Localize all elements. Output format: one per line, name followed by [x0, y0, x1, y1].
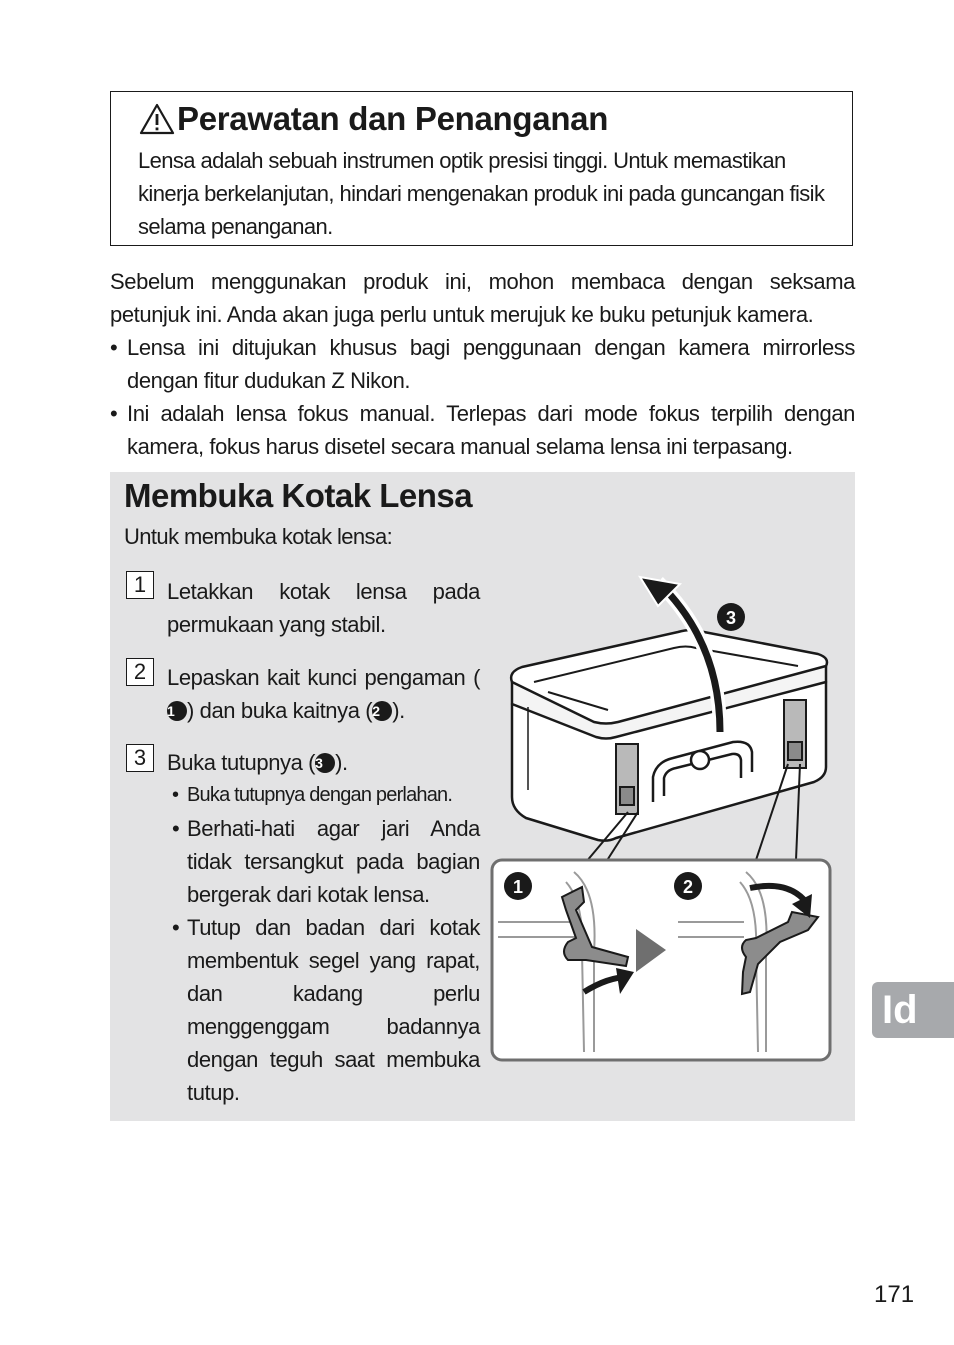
list-item [110, 397, 855, 463]
svg-text:2: 2 [682, 877, 694, 897]
intro-paragraph: Sebelum menggunakan produk ini, mohon membaca dengan seksama petunjuk ini. Anda akan juga perlu untuk merujuk ke buku petunjuk kamera. [110, 269, 855, 327]
callout-3-marker [717, 603, 745, 631]
callout-1-ref: 1 [167, 701, 187, 721]
caution-box [110, 91, 853, 246]
list-item [172, 812, 480, 911]
step-number-3: 3 [126, 744, 154, 772]
case-body [511, 630, 827, 841]
section-subtitle: Untuk membuka kotak lensa: [124, 524, 393, 549]
step-1-text: Letakkan kotak lensa pada permukaan yang stabil. [167, 579, 480, 637]
intro-bullets [110, 331, 855, 463]
lens-case-illustration [488, 572, 838, 1067]
list-item [172, 911, 480, 1109]
page-number: 171 [874, 1281, 915, 1308]
opening-case-panel [110, 472, 855, 1121]
list-item [172, 779, 480, 812]
caution-title [139, 100, 608, 138]
bullet-text: Lensa ini ditujukan khusus bagi penggunaan dengan kamera mirrorless dengan fitur dudukan Z Nikon. [127, 335, 855, 393]
caution-title-text: Perawatan dan Penanganan [177, 100, 609, 137]
warning-icon [139, 103, 175, 135]
latch-right [784, 700, 806, 768]
latch-left [616, 744, 638, 814]
bullet-mark: • [172, 816, 180, 841]
bullet-mark: • [172, 784, 179, 806]
step-number-1: 1 [126, 571, 154, 599]
bullet-mark: • [110, 335, 118, 360]
language-tab: Id [872, 982, 954, 1038]
latch-detail-box [492, 860, 830, 1060]
callout-3-ref: 3 [315, 753, 335, 773]
step-number-2: 2 [126, 658, 154, 686]
step-3-notes [172, 779, 480, 1109]
callout-2-ref: 2 [372, 701, 392, 721]
bullet-mark: • [172, 915, 180, 940]
step-3-text: Buka tutupnya (3 ). [167, 750, 348, 775]
step-2-text: Lepaskan kait kunci pengaman (1 ) dan buka kaitnya (2 ). [167, 665, 480, 723]
callout-2-icon [674, 872, 702, 900]
svg-text:3: 3 [725, 608, 737, 628]
note-text: Buka tutupnya dengan perlahan. [187, 784, 453, 806]
bullet-mark: • [110, 401, 118, 426]
caution-body: Lensa adalah sebuah instrumen optik presisi tinggi. Untuk memastikan kinerja berkelanjutan, hindari mengenakan produk ini pada guncangan fisik selama penanganan. [138, 148, 825, 239]
note-text: Berhati-hati agar jari Anda tidak tersangkut pada bagian bergerak dari kotak lensa. [187, 816, 480, 907]
note-text: Tutup dan badan dari kotak membentuk segel yang rapat, dan kadang perlu menggenggam badannya dengan teguh saat membuka tutup. [187, 915, 480, 1105]
list-item [110, 331, 855, 397]
bullet-text: Ini adalah lensa fokus manual. Terlepas dari mode fokus terpilih dengan kamera, fokus harus disetel secara manual selama lensa ini terpasang. [127, 401, 855, 459]
section-title: Membuka Kotak Lensa [124, 477, 473, 514]
svg-text:1: 1 [512, 877, 524, 897]
callout-1-icon [504, 872, 532, 900]
